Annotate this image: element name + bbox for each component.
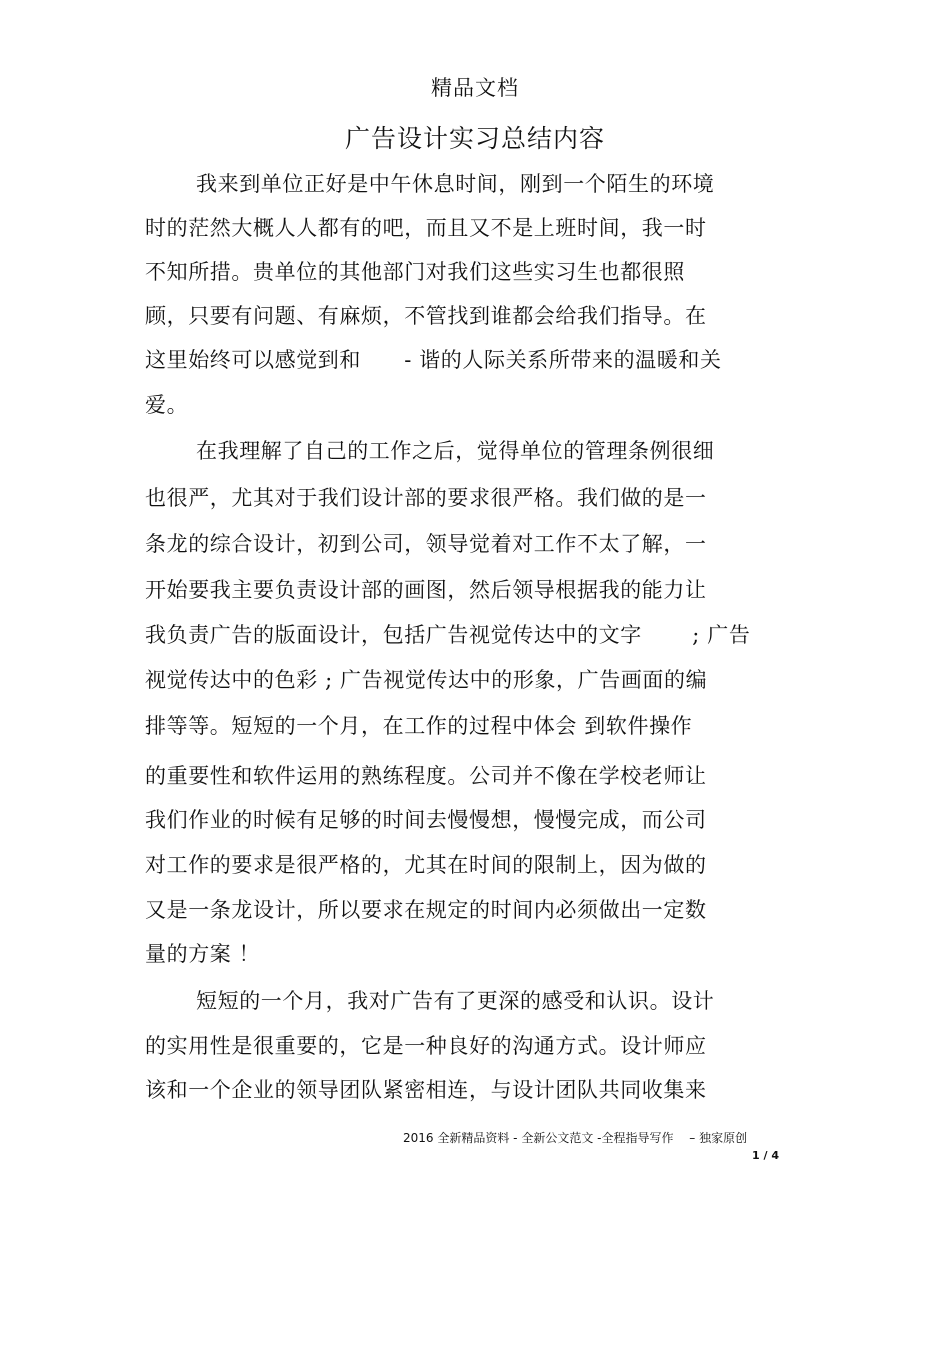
paragraph-2-line-3: 条龙的综合设计，初到公司，领导觉着对工作不太了解，一: [145, 532, 707, 556]
paragraph-2-line-1: 在我理解了自己的工作之后，觉得单位的管理条例很细: [196, 439, 715, 463]
paragraph-2-line-12: 量的方案 ！: [145, 942, 261, 966]
paragraph-3-line-2: 的实用性是很重要的，它是一种良好的沟通方式。设计师应: [145, 1034, 707, 1058]
document-title: 广告设计实习总结内容: [344, 124, 605, 153]
paragraph-1-line-3: 不知所措。贵单位的其他部门对我们这些实习生也都很照: [145, 260, 685, 284]
paragraph-3-line-3: 该和一个企业的领导团队紧密相连，与设计团队共同收集来: [145, 1078, 707, 1102]
page-number: 1 / 4: [752, 1149, 779, 1162]
paragraph-3-line-1: 短短的一个月，我对广告有了更深的感受和认识。设计: [196, 989, 715, 1013]
paragraph-2-line-11: 又是一条龙设计，所以要求在规定的时间内必须做出一定数: [145, 898, 707, 922]
paragraph-1-line-6: 爱。: [145, 393, 189, 417]
paragraph-1-line-5: 这里始终可以感觉到和 - 谐的人际关系所带来的温暖和关: [145, 348, 722, 372]
paragraph-1-line-4: 顾，只要有问题、有麻烦，不管找到谁都会给我们指导。在: [145, 304, 707, 328]
paragraph-2-line-4: 开始要我主要负责设计部的画图，然后领导根据我的能力让: [145, 578, 707, 602]
paragraph-2-line-6: 视觉传达中的色彩 ; 广告视觉传达中的形象，广告画面的编: [145, 668, 708, 692]
paragraph-2-line-8: 的重要性和软件运用的熟练程度。公司并不像在学校老师让: [145, 764, 707, 788]
footer-text: 2016 全新精品资料 - 全新公文范文 -全程指导写作 – 独家原创: [403, 1131, 748, 1145]
paragraph-1-line-2: 时的茫然大概人人都有的吧，而且又不是上班时间，我一时: [145, 216, 707, 240]
paragraph-2-line-10: 对工作的要求是很严格的，尤其在时间的限制上，因为做的: [145, 853, 707, 877]
paragraph-1-line-1: 我来到单位正好是中午休息时间，刚到一个陌生的环境: [196, 172, 715, 196]
paragraph-2-line-5: 我负责广告的版面设计，包括广告视觉传达中的文字 ; 广告: [145, 623, 751, 647]
paragraph-2-line-9: 我们作业的时候有足够的时间去慢慢想，慢慢完成，而公司: [145, 808, 707, 832]
page-header: 精品文档: [431, 76, 519, 100]
paragraph-2-line-7: 排等等。短短的一个月，在工作的过程中体会 到软件操作: [145, 714, 693, 738]
paragraph-2-line-2: 也很严，尤其对于我们设计部的要求很严格。我们做的是一: [145, 486, 707, 510]
